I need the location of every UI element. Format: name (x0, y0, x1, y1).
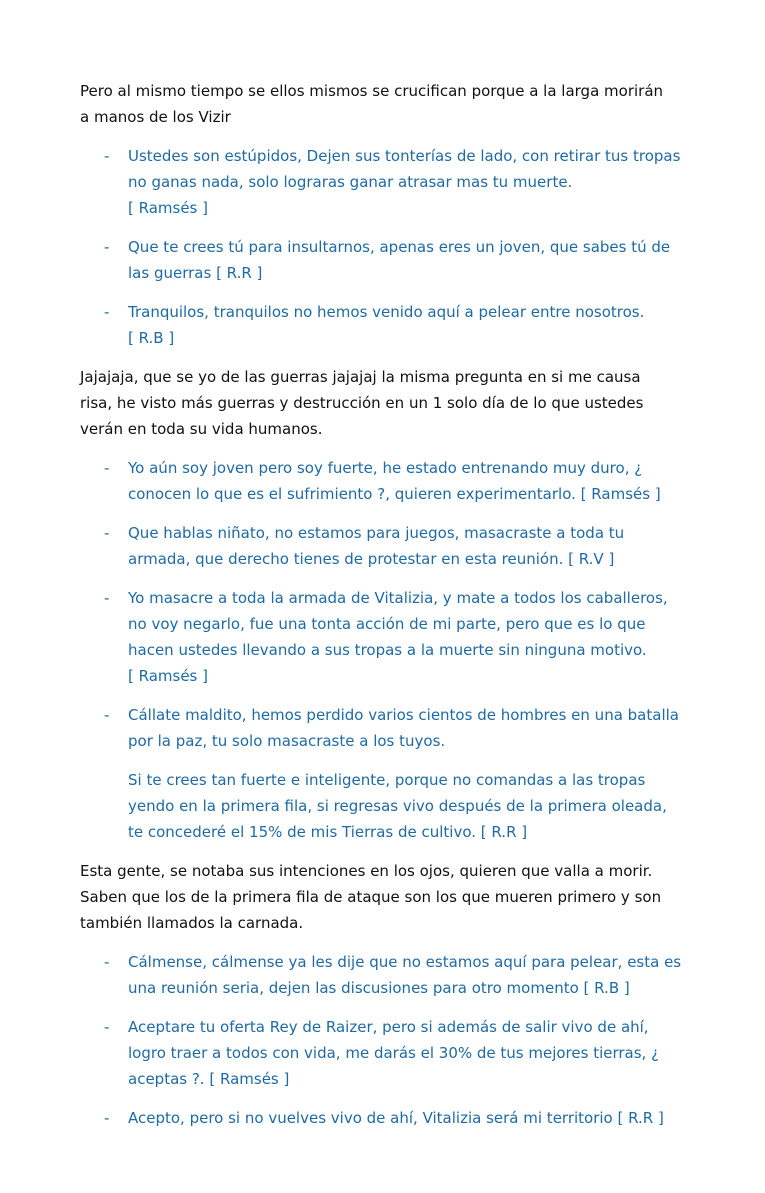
dialogue-line (104, 1014, 683, 1092)
dash-bullet: - (104, 238, 110, 256)
speaker-tag: [ R.R ] (480, 823, 528, 841)
dialogue-text: Acepto, pero si no vuelves vivo de ahí, Vitalizia será mi territorio (128, 1109, 613, 1127)
dialogue-line (104, 299, 683, 351)
dash-bullet: - (104, 1109, 110, 1127)
dialogue-line (104, 585, 683, 689)
dialogue-text: Ustedes son estúpidos, Dejen sus tonterías de lado, con retirar tus tropas no ganas nada, solo lograras ganar atrasar mas tu muerte. (128, 147, 681, 191)
speaker-tag: [ Ramsés ] (128, 667, 208, 685)
dialogue-text: Cálmense, cálmense ya les dije que no estamos aquí para pelear, esta es una reunión seria, dejen las discusiones para otro momento (128, 953, 682, 997)
speaker-tag: [ R.R ] (617, 1109, 664, 1127)
dialogue-line (104, 520, 683, 572)
speaker-tag: [ R.V ] (568, 550, 615, 568)
dialogue-line (104, 702, 683, 754)
speaker-tag: [ Ramsés ] (209, 1070, 290, 1088)
dash-bullet: - (104, 589, 110, 607)
dialogue-text: Yo aún soy joven pero soy fuerte, he estado entrenando muy duro, ¿ conocen lo que es el sufrimiento ?, quieren experimentarlo. (128, 459, 643, 503)
speaker-tag: [ R.R ] (216, 264, 263, 282)
dialogue-text: Si te crees tan fuerte e inteligente, porque no comandas a las tropas yendo en la primera fila, si regresas vivo después de la primera oleada, te concederé el 15% de mis Tierras de cultivo. (128, 771, 667, 841)
dash-bullet: - (104, 706, 110, 724)
dash-bullet: - (104, 303, 110, 321)
dialogue-text: Que te crees tú para insultarnos, apenas eres un joven, que sabes tú de las guerras (128, 238, 671, 282)
speaker-tag: [ Ramsés ] (580, 485, 661, 503)
narrative-paragraph: Jajajaja, que se yo de las guerras jajajaj la misma pregunta en si me causa risa, he visto más guerras y destrucción en un 1 solo día de lo que ustedes verán en toda su vida humanos. (80, 368, 644, 438)
dialogue-text: Cállate maldito, hemos perdido varios cientos de hombres en una batalla por la paz, tu solo masacraste a los tuyos. (128, 706, 679, 750)
dialogue-text: Aceptare tu oferta Rey de Raizer, pero si además de salir vivo de ahí, logro traer a todos con vida, me darás el 30% de tus mejores tierras, ¿ aceptas ?. (128, 1018, 660, 1088)
narrative-paragraph: Esta gente, se notaba sus intenciones en los ojos, quieren que valla a morir. Saben que los de la primera fila de ataque son los que mueren primero y son también llamados la carnada. (80, 862, 662, 932)
speaker-tag: [ R.B ] (128, 329, 175, 347)
dash-bullet: - (104, 459, 110, 477)
dialogue-continuation (128, 767, 683, 845)
dialogue-text: Yo masacre a toda la armada de Vitalizia, y mate a todos los caballeros, no voy negarlo, fue una tonta acción de mi parte, pero que es lo que hacen ustedes llevando a sus tropas a la muerte sin ninguna motivo. (128, 589, 668, 659)
speaker-tag: [ Ramsés ] (128, 199, 208, 217)
dash-bullet: - (104, 1018, 110, 1036)
dash-bullet: - (104, 524, 110, 542)
dialogue-line (104, 1105, 683, 1131)
speaker-tag: [ R.B ] (583, 979, 630, 997)
dialogue-line (104, 949, 683, 1001)
dialogue-line (104, 455, 683, 507)
dialogue-line (104, 234, 683, 286)
dialogue-text: Tranquilos, tranquilos no hemos venido aquí a pelear entre nosotros. (128, 303, 645, 321)
dash-bullet: - (104, 953, 110, 971)
dialogue-line (104, 143, 683, 221)
dialogue-text: Que hablas niñato, no estamos para juegos, masacraste a toda tu armada, que derecho tienes de protestar en esta reunión. (128, 524, 625, 568)
dash-bullet: - (104, 147, 110, 165)
narrative-paragraph: Pero al mismo tiempo se ellos mismos se crucifican porque a la larga morirán a manos de los Vizir (80, 82, 664, 126)
